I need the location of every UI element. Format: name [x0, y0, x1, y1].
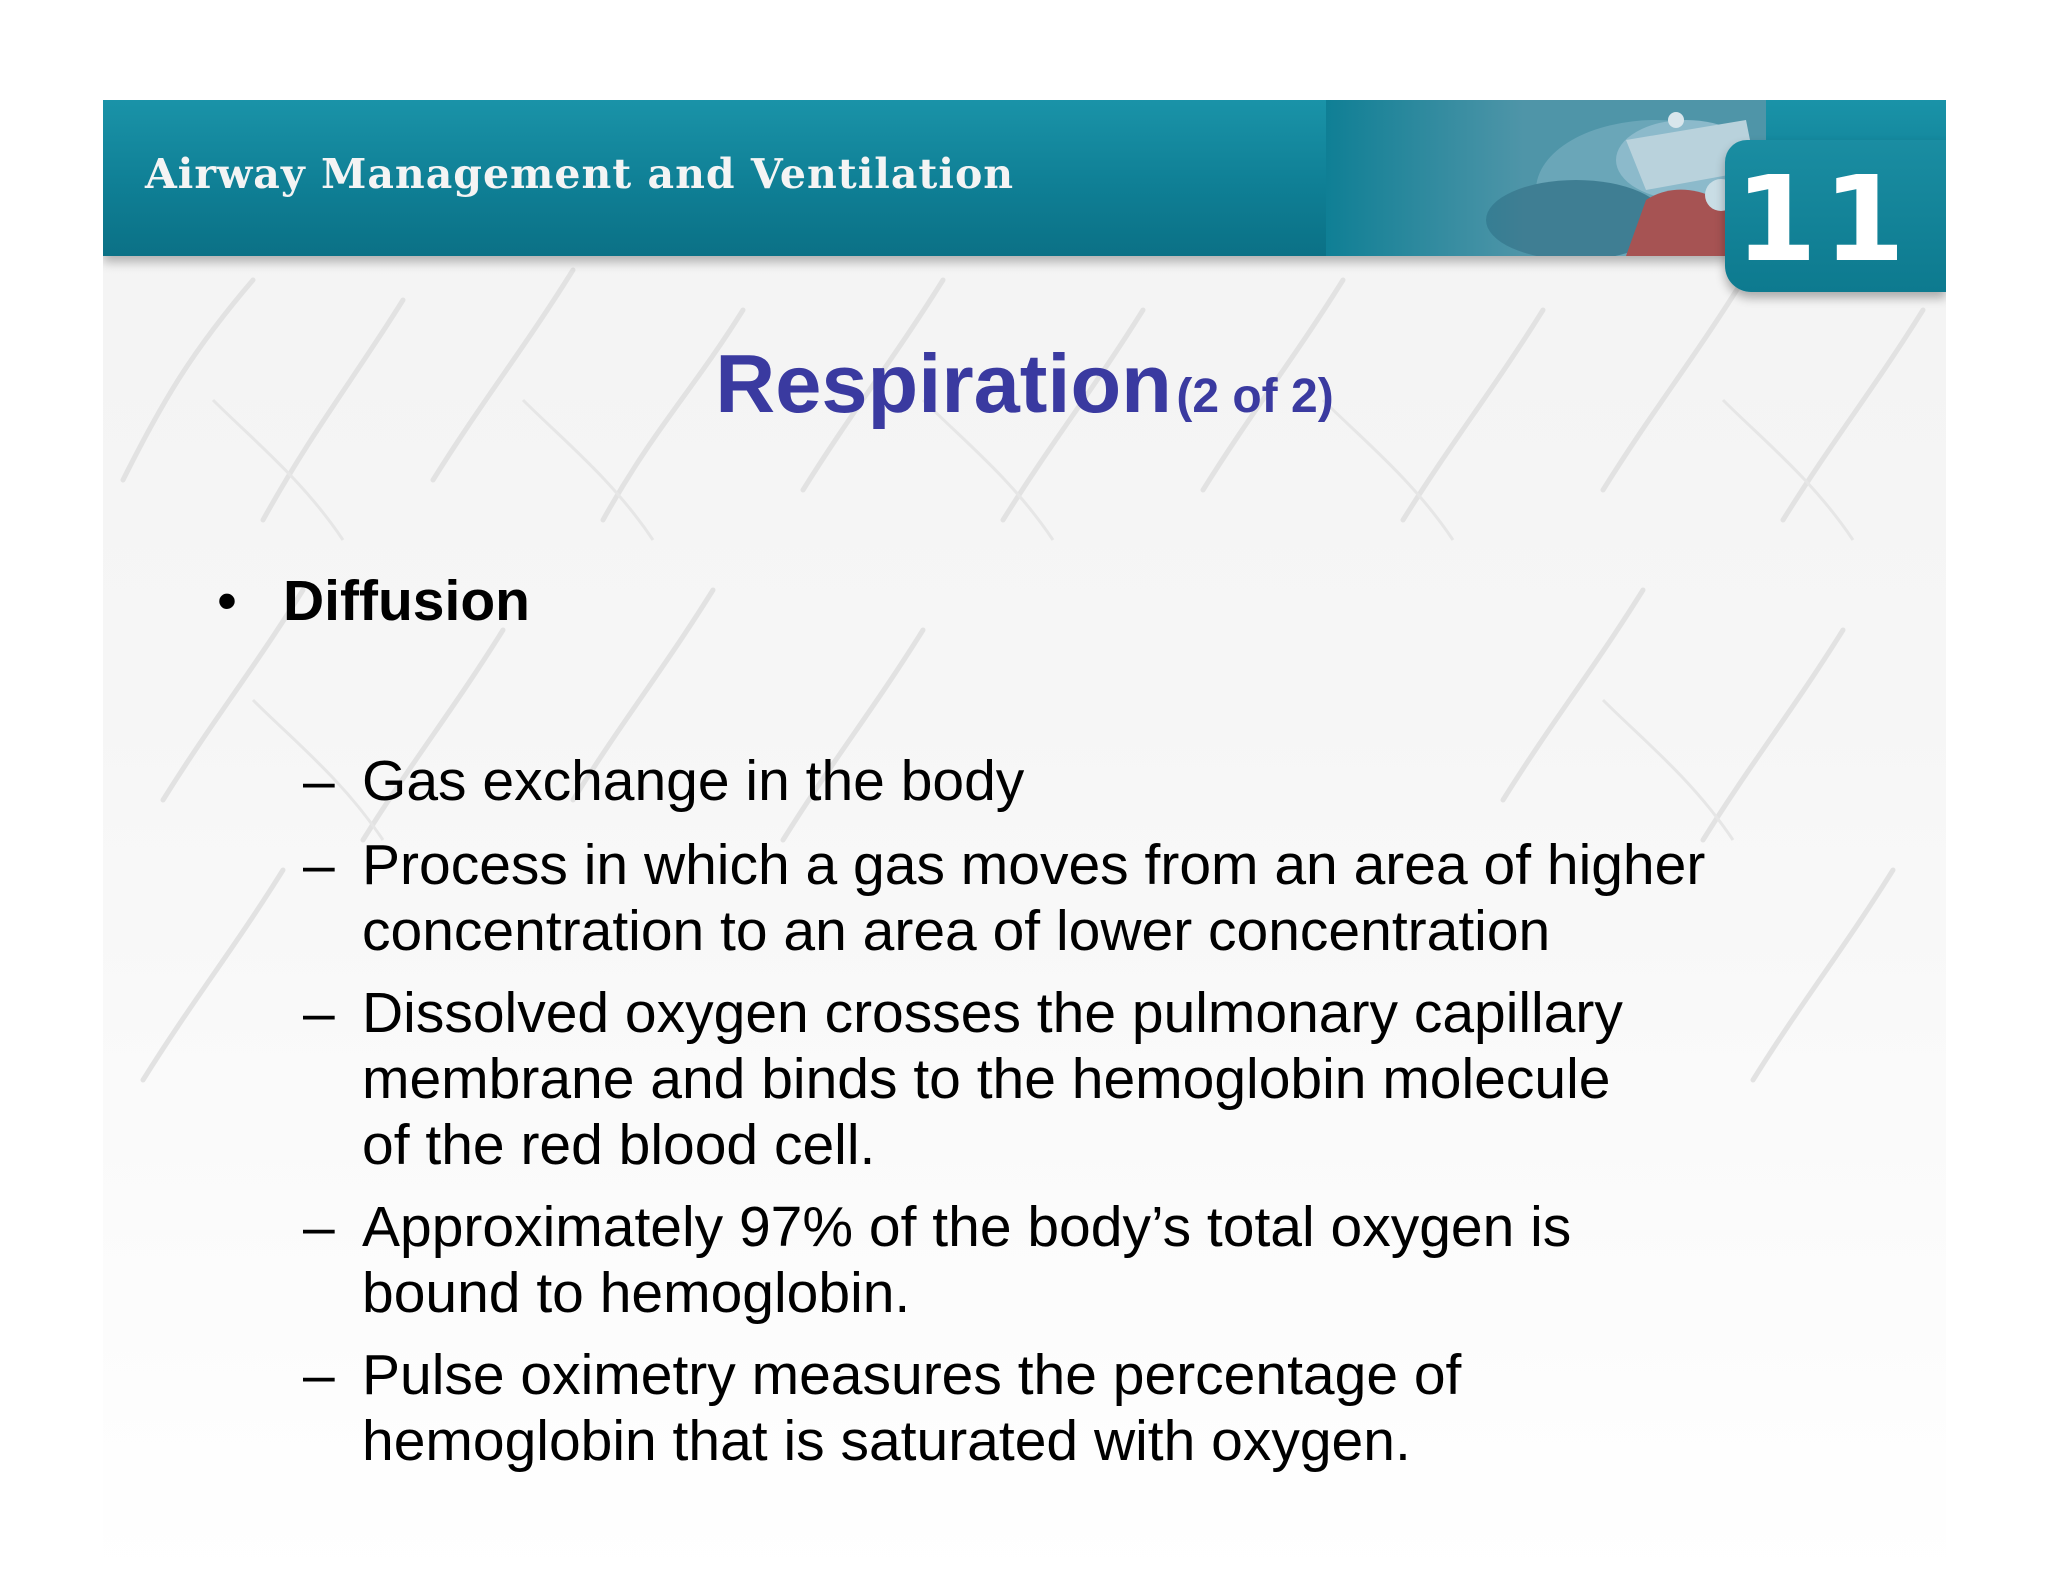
bullet-label: Diffusion	[283, 569, 530, 633]
chapter-tab	[1725, 140, 1946, 292]
dash-marker: –	[303, 981, 335, 1045]
slide	[103, 100, 1946, 1582]
dash-marker: –	[303, 1343, 335, 1407]
dash-marker: –	[303, 1195, 335, 1259]
sub-item-line: membrane and binds to the hemoglobin molecule	[362, 1047, 1611, 1111]
paramedic-illustration	[1326, 100, 1766, 256]
sub-item-line: Process in which a gas moves from an area of higher	[362, 833, 1706, 897]
sub-item-line: Approximately 97% of the body’s total oxygen is	[362, 1195, 1572, 1259]
sub-item-line: Dissolved oxygen crosses the pulmonary capillary	[362, 981, 1623, 1045]
sub-item-line: Gas exchange in the body	[362, 749, 1025, 813]
sub-item-line: bound to hemoglobin.	[362, 1261, 911, 1325]
header-banner	[103, 100, 1946, 256]
sub-item-line: of the red blood cell.	[362, 1113, 876, 1177]
bullet-marker: •	[217, 569, 237, 633]
chapter-number: 11	[1734, 150, 1912, 288]
dash-marker: –	[303, 833, 335, 897]
course-title: Airway Management and Ventilation	[145, 150, 1015, 198]
bullet-diffusion	[217, 568, 530, 634]
title-suffix: (2 of 2)	[1176, 370, 1334, 423]
sub-item-line: hemoglobin that is saturated with oxygen.	[362, 1409, 1411, 1473]
title-main: Respiration	[715, 337, 1172, 430]
sub-item-line: Pulse oximetry measures the percentage of	[362, 1343, 1462, 1407]
sub-item-line: concentration to an area of lower concentration	[362, 899, 1551, 963]
dash-marker: –	[303, 749, 335, 813]
slide-title	[103, 336, 1946, 432]
